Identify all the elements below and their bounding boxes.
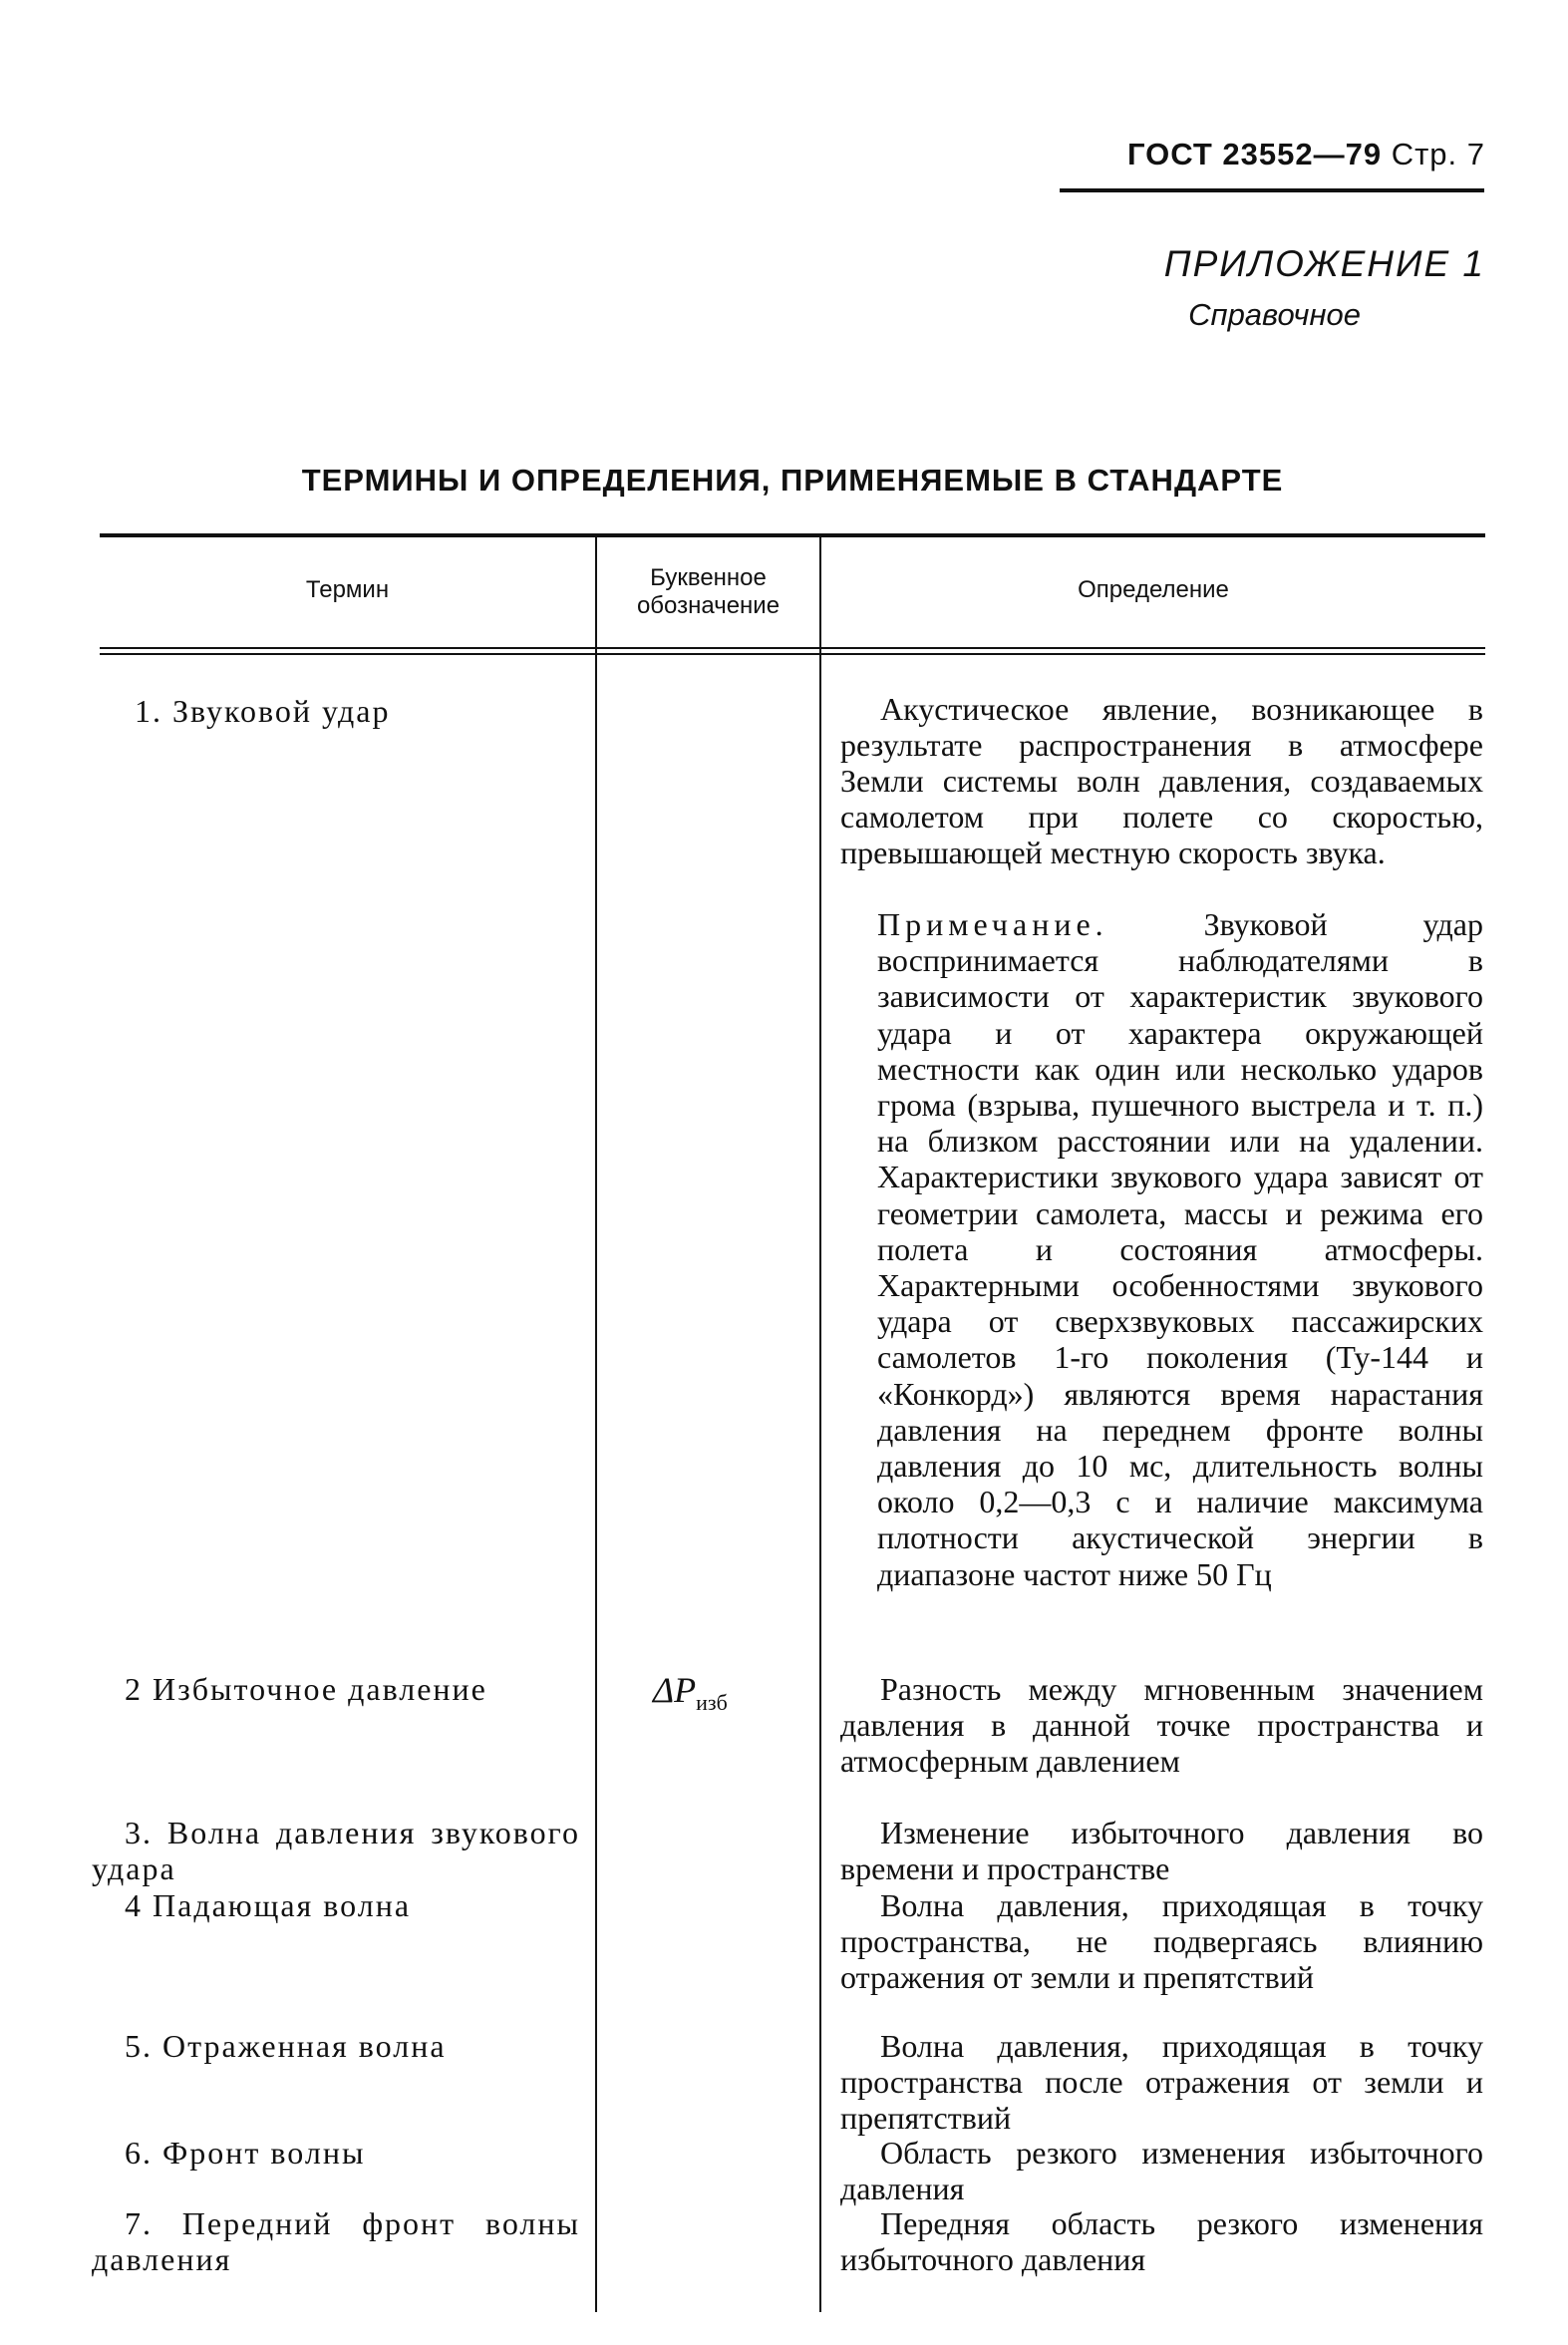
table-header-rule-2	[100, 653, 1485, 655]
term-7	[92, 2205, 580, 2277]
definition-7-text: Передняя область резкого изменения избыточного давления	[840, 2205, 1483, 2277]
definition-3-text: Изменение избыточного давления во времени и пространстве	[840, 1815, 1483, 1886]
definition-2-text: Разность между мгновенным значением давления в данной точке пространства и атмосферным давлением	[840, 1671, 1483, 1779]
definition-4	[840, 1887, 1483, 1995]
definition-3	[840, 1815, 1483, 1886]
note-1-text: Звуковой удар воспринимается наблюдателями в зависимости от характеристик звукового удара и от характера окружающей местности как один или несколько ударов грома (взрыва, пушечного выстрела и т. п.) на близком расстоянии или на удалении. Характеристики звукового удара зависят от геометрии самолета, массы и режима его полета и состояния атмосферы. Характерными особенностями звукового удара от сверхзвуковых пассажирских самолетов 1-го поколения (Ту-144 и «Конкорд») являются время нарастания давления на переднем фронте волны давления до 10 мс, длительность волны около 0,2—0,3 с и наличие максимума плотности акустической энергии в диапазоне частот ниже 50 Гц	[877, 906, 1483, 1592]
note-1	[877, 906, 1483, 1592]
term-3	[92, 1815, 580, 1886]
table-top-rule	[100, 533, 1485, 537]
page-number: Стр. 7	[1391, 137, 1485, 171]
term-4: 4 Падающая волна	[125, 1887, 412, 1923]
term-7-text: 7. Передний фронт волны давления	[92, 2205, 580, 2277]
definition-5	[840, 2028, 1483, 2136]
definition-1-text: Акустическое явление, возникающее в результате распространения в атмосфере Земли системы волн давления, создаваемых самолетом при полете со скоростью, превышающей местную скорость звука.	[840, 691, 1483, 870]
definition-6	[840, 2135, 1483, 2206]
term-1: 1. Звуковой удар	[135, 693, 391, 729]
column-header-symbol-line2: обозначение	[636, 592, 781, 619]
column-divider-2	[819, 537, 821, 2312]
header-rule	[1060, 188, 1484, 192]
definition-5-text: Волна давления, приходящая в точку пространства после отражения от земли и препятствий	[840, 2028, 1483, 2136]
table-header-rule	[100, 647, 1485, 649]
standard-number: ГОСТ 23552—79	[1126, 137, 1383, 171]
definition-6-text: Область резкого изменения избыточного давления	[840, 2135, 1483, 2206]
term-5: 5. Отраженная волна	[125, 2028, 447, 2064]
definition-2	[840, 1671, 1483, 1779]
term-2: 2 Избыточное давление	[125, 1671, 487, 1707]
term-3-text: 3. Волна давления звукового удара	[92, 1815, 580, 1886]
symbol-2-main: ΔP	[653, 1670, 697, 1710]
column-divider-1	[595, 537, 597, 2312]
note-1-label: Примечание.	[877, 906, 1108, 942]
column-header-symbol-line1: Буквенное	[650, 564, 767, 591]
document-header	[997, 137, 1485, 172]
symbol-2-sub: изб	[696, 1690, 728, 1716]
column-header-definition: Определение	[1078, 576, 1229, 603]
symbol-2	[653, 1669, 728, 1716]
appendix-title: ПРИЛОЖЕНИЕ 1	[1163, 243, 1485, 284]
definition-4-text: Волна давления, приходящая в точку пространства, не подвергаясь влиянию отражения от земли и препятствий	[840, 1887, 1483, 1995]
definition-1	[840, 691, 1483, 870]
definition-7	[840, 2205, 1483, 2277]
term-6: 6. Фронт волны	[125, 2135, 366, 2171]
column-header-symbol	[597, 564, 819, 620]
section-title: ТЕРМИНЫ И ОПРЕДЕЛЕНИЯ, ПРИМЕНЯЕМЫЕ В СТАНДАРТЕ	[301, 463, 1284, 498]
appendix-subtitle: Справочное	[1188, 297, 1361, 332]
column-header-term: Термин	[305, 576, 390, 603]
